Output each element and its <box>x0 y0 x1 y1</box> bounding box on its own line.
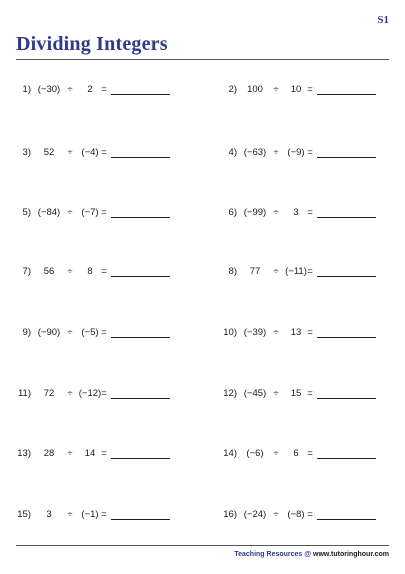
divide-sign: ÷ <box>67 266 73 277</box>
answer-blank[interactable] <box>111 157 170 158</box>
equals-sign: = <box>307 509 313 520</box>
dividend: (−6) <box>246 448 264 459</box>
dividend: (−39) <box>243 327 267 338</box>
dividend: 77 <box>249 266 261 277</box>
problem-number: 9) <box>22 327 31 338</box>
problem-number: 15) <box>17 509 31 520</box>
divisor: (−4) <box>81 147 99 158</box>
problem-number: 7) <box>22 266 31 277</box>
problem-9 <box>16 323 186 343</box>
divisor: 15 <box>290 388 302 399</box>
equals-sign: = <box>307 327 313 338</box>
footer-credit <box>234 551 389 558</box>
problem-row-8 <box>16 505 389 525</box>
answer-blank[interactable] <box>111 94 170 95</box>
problem-row-3 <box>16 203 389 223</box>
divide-sign: ÷ <box>273 147 279 158</box>
dividend: (−99) <box>243 207 267 218</box>
equals-sign: = <box>307 207 313 218</box>
divide-sign: ÷ <box>67 84 73 95</box>
dividend: (−30) <box>37 84 61 95</box>
answer-blank[interactable] <box>111 519 170 520</box>
bottom-divider <box>16 545 389 546</box>
problem-10 <box>222 323 392 343</box>
divide-sign: ÷ <box>273 207 279 218</box>
problem-3 <box>16 143 186 163</box>
sheet-code: S1 <box>377 14 389 26</box>
divide-sign: ÷ <box>67 207 73 218</box>
divisor: 8 <box>87 266 93 277</box>
divisor: 14 <box>84 448 96 459</box>
problem-12 <box>222 384 392 404</box>
dividend: 3 <box>46 509 52 520</box>
problem-15 <box>16 505 186 525</box>
answer-blank[interactable] <box>317 276 376 277</box>
divisor: (−1) <box>81 509 99 520</box>
divisor: 2 <box>87 84 93 95</box>
problem-number: 8) <box>228 266 237 277</box>
problem-row-4 <box>16 262 389 282</box>
problem-number: 11) <box>17 388 31 399</box>
dividend: 56 <box>43 266 55 277</box>
problem-row-5 <box>16 323 389 343</box>
problem-11 <box>16 384 186 404</box>
equals-sign: = <box>307 266 313 277</box>
problem-number: 2) <box>228 84 237 95</box>
answer-blank[interactable] <box>111 276 170 277</box>
divisor: (−9) <box>287 147 305 158</box>
problem-2 <box>222 80 392 100</box>
answer-blank[interactable] <box>317 217 376 218</box>
problem-4 <box>222 143 392 163</box>
divide-sign: ÷ <box>67 147 73 158</box>
problem-row-1 <box>16 80 389 100</box>
equals-sign: = <box>101 327 107 338</box>
equals-sign: = <box>101 207 107 218</box>
footer-label: Teaching Resources @ <box>234 551 314 558</box>
equals-sign: = <box>101 84 107 95</box>
equals-sign: = <box>101 509 107 520</box>
dividend: (−24) <box>243 509 267 520</box>
divide-sign: ÷ <box>273 327 279 338</box>
dividend: 52 <box>43 147 55 158</box>
problem-number: 10) <box>223 327 237 338</box>
equals-sign: = <box>101 448 107 459</box>
divisor: (−8) <box>287 509 305 520</box>
problem-row-7 <box>16 444 389 464</box>
divisor: 10 <box>290 84 302 95</box>
divide-sign: ÷ <box>273 509 279 520</box>
problem-13 <box>16 444 186 464</box>
answer-blank[interactable] <box>317 458 376 459</box>
problem-1 <box>16 80 186 100</box>
divide-sign: ÷ <box>67 388 73 399</box>
problem-14 <box>222 444 392 464</box>
equals-sign: = <box>101 147 107 158</box>
problem-number: 13) <box>17 448 31 459</box>
answer-blank[interactable] <box>317 398 376 399</box>
problem-5 <box>16 203 186 223</box>
problem-16 <box>222 505 392 525</box>
equals-sign: = <box>307 84 313 95</box>
divisor: (−12) <box>78 388 102 399</box>
dividend: 100 <box>247 84 263 95</box>
problem-7 <box>16 262 186 282</box>
problem-8 <box>222 262 392 282</box>
divide-sign: ÷ <box>273 448 279 459</box>
divisor: 3 <box>293 207 299 218</box>
problem-number: 3) <box>22 147 31 158</box>
divide-sign: ÷ <box>67 448 73 459</box>
answer-blank[interactable] <box>111 337 170 338</box>
dividend: (−90) <box>37 327 61 338</box>
equals-sign: = <box>307 147 313 158</box>
answer-blank[interactable] <box>111 458 170 459</box>
footer-url[interactable]: www.tutoringhour.com <box>313 551 389 558</box>
divide-sign: ÷ <box>273 266 279 277</box>
dividend: 28 <box>43 448 55 459</box>
problem-number: 6) <box>228 207 237 218</box>
problem-number: 5) <box>22 207 31 218</box>
answer-blank[interactable] <box>317 337 376 338</box>
page-title: Dividing Integers <box>16 33 168 55</box>
equals-sign: = <box>307 448 313 459</box>
answer-blank[interactable] <box>317 94 376 95</box>
answer-blank[interactable] <box>111 217 170 218</box>
problem-row-6 <box>16 384 389 404</box>
top-divider <box>16 59 389 60</box>
divide-sign: ÷ <box>273 388 279 399</box>
problem-row-2 <box>16 143 389 163</box>
answer-blank[interactable] <box>317 157 376 158</box>
divide-sign: ÷ <box>273 84 279 95</box>
dividend: (−63) <box>243 147 267 158</box>
problem-number: 1) <box>22 84 31 95</box>
divide-sign: ÷ <box>67 327 73 338</box>
dividend: (−45) <box>243 388 267 399</box>
divisor: (−7) <box>81 207 99 218</box>
problem-number: 14) <box>223 448 237 459</box>
problem-number: 16) <box>223 509 237 520</box>
divisor: (−5) <box>81 327 99 338</box>
equals-sign: = <box>307 388 313 399</box>
answer-blank[interactable] <box>317 519 376 520</box>
problem-number: 4) <box>228 147 237 158</box>
dividend: 72 <box>43 388 55 399</box>
divide-sign: ÷ <box>67 509 73 520</box>
dividend: (−84) <box>37 207 61 218</box>
answer-blank[interactable] <box>111 398 170 399</box>
divisor: (−11) <box>285 266 307 277</box>
divisor: 13 <box>290 327 302 338</box>
divisor: 6 <box>293 448 299 459</box>
problem-6 <box>222 203 392 223</box>
equals-sign: = <box>101 266 107 277</box>
equals-sign: = <box>101 388 107 399</box>
problem-number: 12) <box>223 388 237 399</box>
